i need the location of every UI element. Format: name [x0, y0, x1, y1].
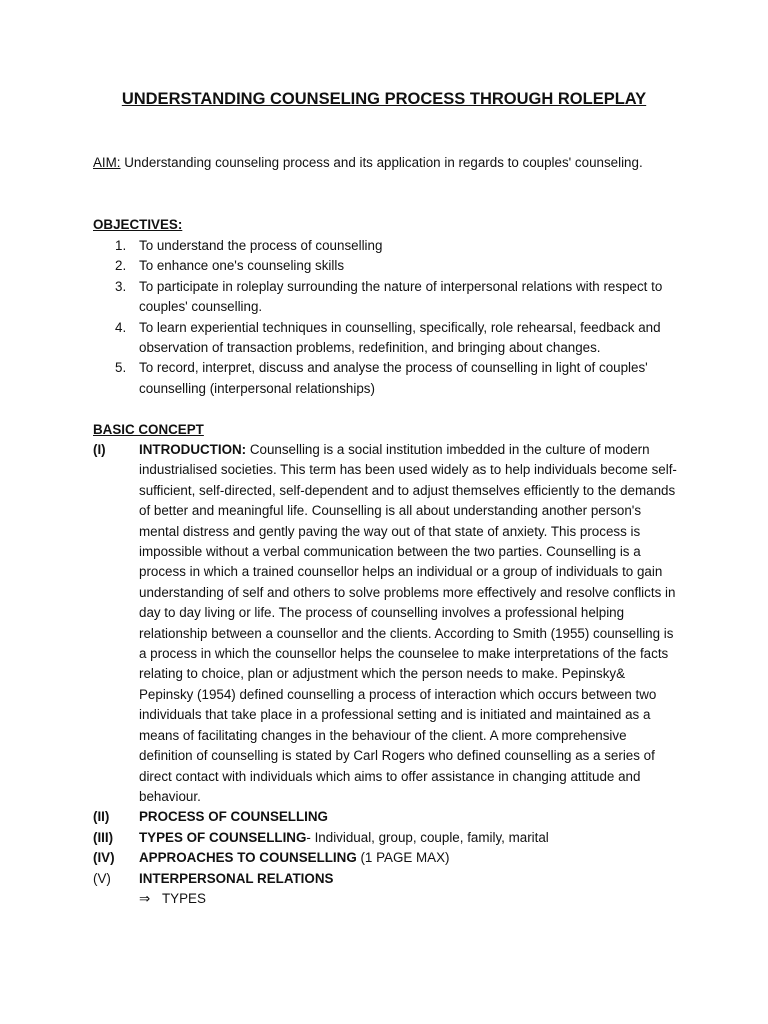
- right-arrow-icon: ⇒: [139, 890, 151, 906]
- list-number: 1.: [115, 238, 127, 253]
- list-text: To understand the process of counselling: [139, 238, 383, 253]
- section-text: Counselling is a social institution imbedded in the culture of modern industrialised societies. This term has been used widely as to help individuals become self-sufficient, self-directed, self-dependent and to adjust themselves efficiently to the demands of better and meaningful life. Counselling is all about understanding another person's mental distress and gently paving the way out of that state of anxiety. This process is impossible without a verbal communication between the two parties. Counselling is a process in which a trained counsellor helps an individual or a group of individuals to gain understanding of self and others to solve problems more effectively and resolve conflicts in day to day living or life. The process of counselling involves a professional helping relationship between a counsellor and the clients. According to Smith (1955) counselling is a process in which the counsellor helps the counselee to make interpretations of the facts relating to choice, plan or adjustment which the person needs to make. Pepinsky& Pepinsky (1954) defined counselling a process of interaction which occurs between two individuals that take place in a professional setting and is initiated and maintained as a means of facilitating changes in the behaviour of the client. A more comprehensive definition of counselling is stated by Carl Rogers who defined counselling as a series of direct contact with individuals which aims to offer assistance in changing attitude and behaviour.: [139, 442, 677, 804]
- section-heading: TYPES OF COUNSELLING: [139, 829, 307, 845]
- objectives-list: [0, 236, 700, 399]
- sub-item-types: [0, 889, 768, 909]
- basic-concept-sections: [0, 440, 768, 909]
- section-approaches: [0, 848, 679, 868]
- section-heading: PROCESS OF COUNSELLING: [139, 809, 328, 825]
- list-text: To participate in roleplay surrounding the nature of interpersonal relations with respect to couples' counselling.: [139, 278, 663, 315]
- list-text: To learn experiential techniques in counselling, specifically, role rehearsal, feedback and observation of transaction problems, redefinition, and bringing about changes.: [139, 319, 661, 356]
- section-numeral: (III): [93, 829, 114, 845]
- list-number: 5.: [115, 360, 127, 376]
- list-number: 2.: [115, 258, 127, 274]
- section-text: (1 PAGE MAX): [356, 850, 450, 866]
- section-numeral: (IV): [93, 850, 115, 866]
- list-number: 4.: [115, 319, 127, 335]
- section-text: - Individual, group, couple, family, marital: [306, 829, 549, 845]
- section-types: [0, 828, 679, 848]
- section-numeral: (I): [93, 442, 106, 457]
- section-interpersonal: [0, 869, 679, 889]
- aim-text: Understanding counseling process and its application in regards to couples' counseling.: [120, 155, 643, 170]
- list-item: [0, 277, 674, 318]
- basic-concept-heading: BASIC CONCEPT: [93, 422, 204, 437]
- aim-paragraph: [93, 153, 653, 173]
- list-item: [0, 318, 674, 359]
- list-text: To record, interpret, discuss and analyse the process of counselling in light of couples' counselling (interpersonal relationships): [139, 360, 648, 396]
- sub-item-label: TYPES: [162, 890, 206, 906]
- section-heading: INTERPERSONAL RELATIONS: [139, 870, 334, 886]
- list-item: [0, 256, 674, 276]
- list-text: To enhance one's counseling skills: [139, 258, 345, 274]
- aim-label: AIM:: [93, 155, 121, 170]
- list-number: 3.: [115, 278, 127, 294]
- section-heading: APPROACHES TO COUNSELLING: [139, 850, 357, 866]
- section-numeral: (II): [93, 809, 110, 825]
- section-introduction: [0, 440, 679, 807]
- section-process: [0, 807, 679, 827]
- objectives-heading: OBJECTIVES:: [93, 217, 183, 232]
- list-item: [0, 236, 674, 256]
- page-title: UNDERSTANDING COUNSELING PROCESS THROUGH ROLEPLAY: [121, 90, 647, 108]
- section-heading: INTRODUCTION:: [139, 442, 247, 457]
- list-item: [0, 358, 674, 399]
- section-numeral: (V): [93, 870, 111, 886]
